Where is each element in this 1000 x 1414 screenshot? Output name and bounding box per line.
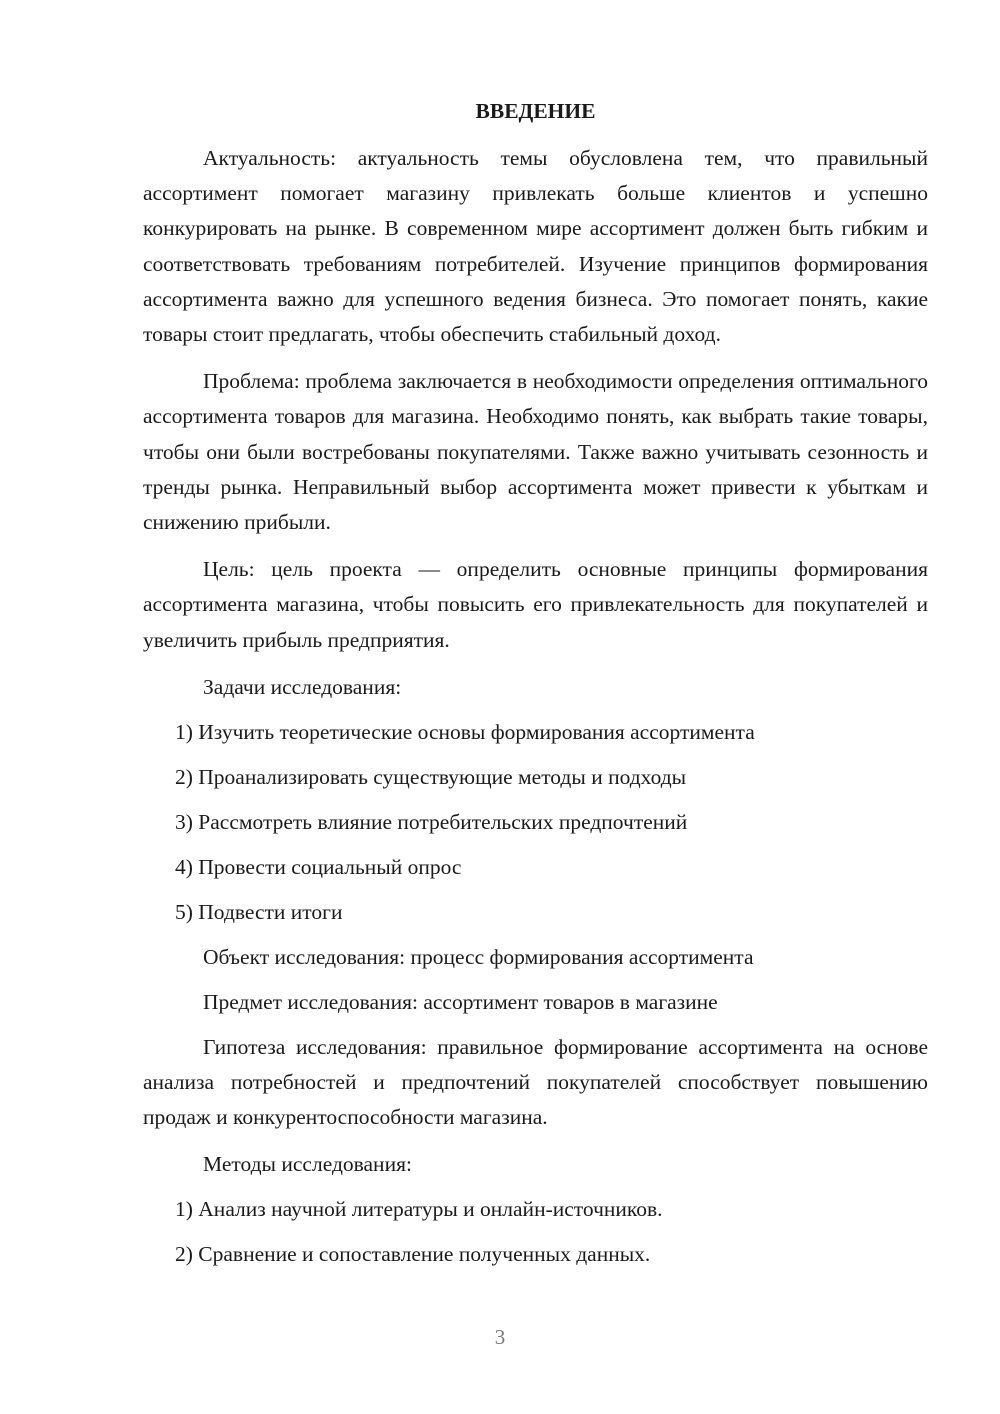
methods-list — [143, 1192, 928, 1272]
relevance-paragraph: Актуальность: актуальность темы обусловлена тем, что правильный ассортимент помогает магазину привлекать больше клиентов и успешно конкурировать на рынке. В современном мире ассортимент должен быть гибким и соответствовать требованиям потребителей. Изучение принципов формирования ассортимента важно для успешного ведения бизнеса. Это помогает понять, какие товары стоит предлагать, чтобы обеспечить стабильный доход. — [143, 146, 928, 347]
tasks-heading: Задачи исследования: — [203, 674, 402, 699]
subject-line: Предмет исследования: ассортимент товаров в магазине — [203, 989, 718, 1014]
problem-paragraph: Проблема: проблема заключается в необходимости определения оптимального ассортимента товаров для магазина. Необходимо понять, как выбрать такие товары, чтобы они были востребованы покупателями. Также важно учитывать сезонность и тренды рынка. Неправильный выбор ассортимента может привести к убыткам и снижению прибыли. — [143, 369, 928, 535]
list-item: 1) Анализ научной литературы и онлайн-источников. — [175, 1197, 663, 1222]
list-item: 3) Рассмотреть влияние потребительских предпочтений — [175, 809, 688, 834]
list-item: 5) Подвести итоги — [175, 899, 343, 924]
list-item: 1) Изучить теоретические основы формирования ассортимента — [175, 719, 755, 744]
list-item: 4) Провести социальный опрос — [175, 854, 462, 879]
hypothesis-paragraph: Гипотеза исследования: правильное формирование ассортимента на основе анализа потребностей и предпочтений покупателей способствует повышению продаж и конкурентоспособности магазина. — [143, 1034, 928, 1130]
page-number: 3 — [494, 1325, 506, 1349]
page-body — [143, 94, 928, 1282]
list-item: 2) Сравнение и сопоставление полученных данных. — [175, 1242, 651, 1267]
page-title: ВВЕДЕНИЕ — [475, 99, 596, 123]
tasks-list — [143, 715, 928, 930]
goal-paragraph: Цель: цель проекта — определить основные принципы формирования ассортимента магазина, чтобы повысить его привлекательность для покупателей и увеличить прибыль предприятия. — [143, 557, 928, 652]
list-item: 2) Проанализировать существующие методы и подходы — [175, 764, 687, 789]
object-line: Объект исследования: процесс формирования ассортимента — [203, 944, 754, 969]
methods-heading: Методы исследования: — [203, 1152, 412, 1177]
